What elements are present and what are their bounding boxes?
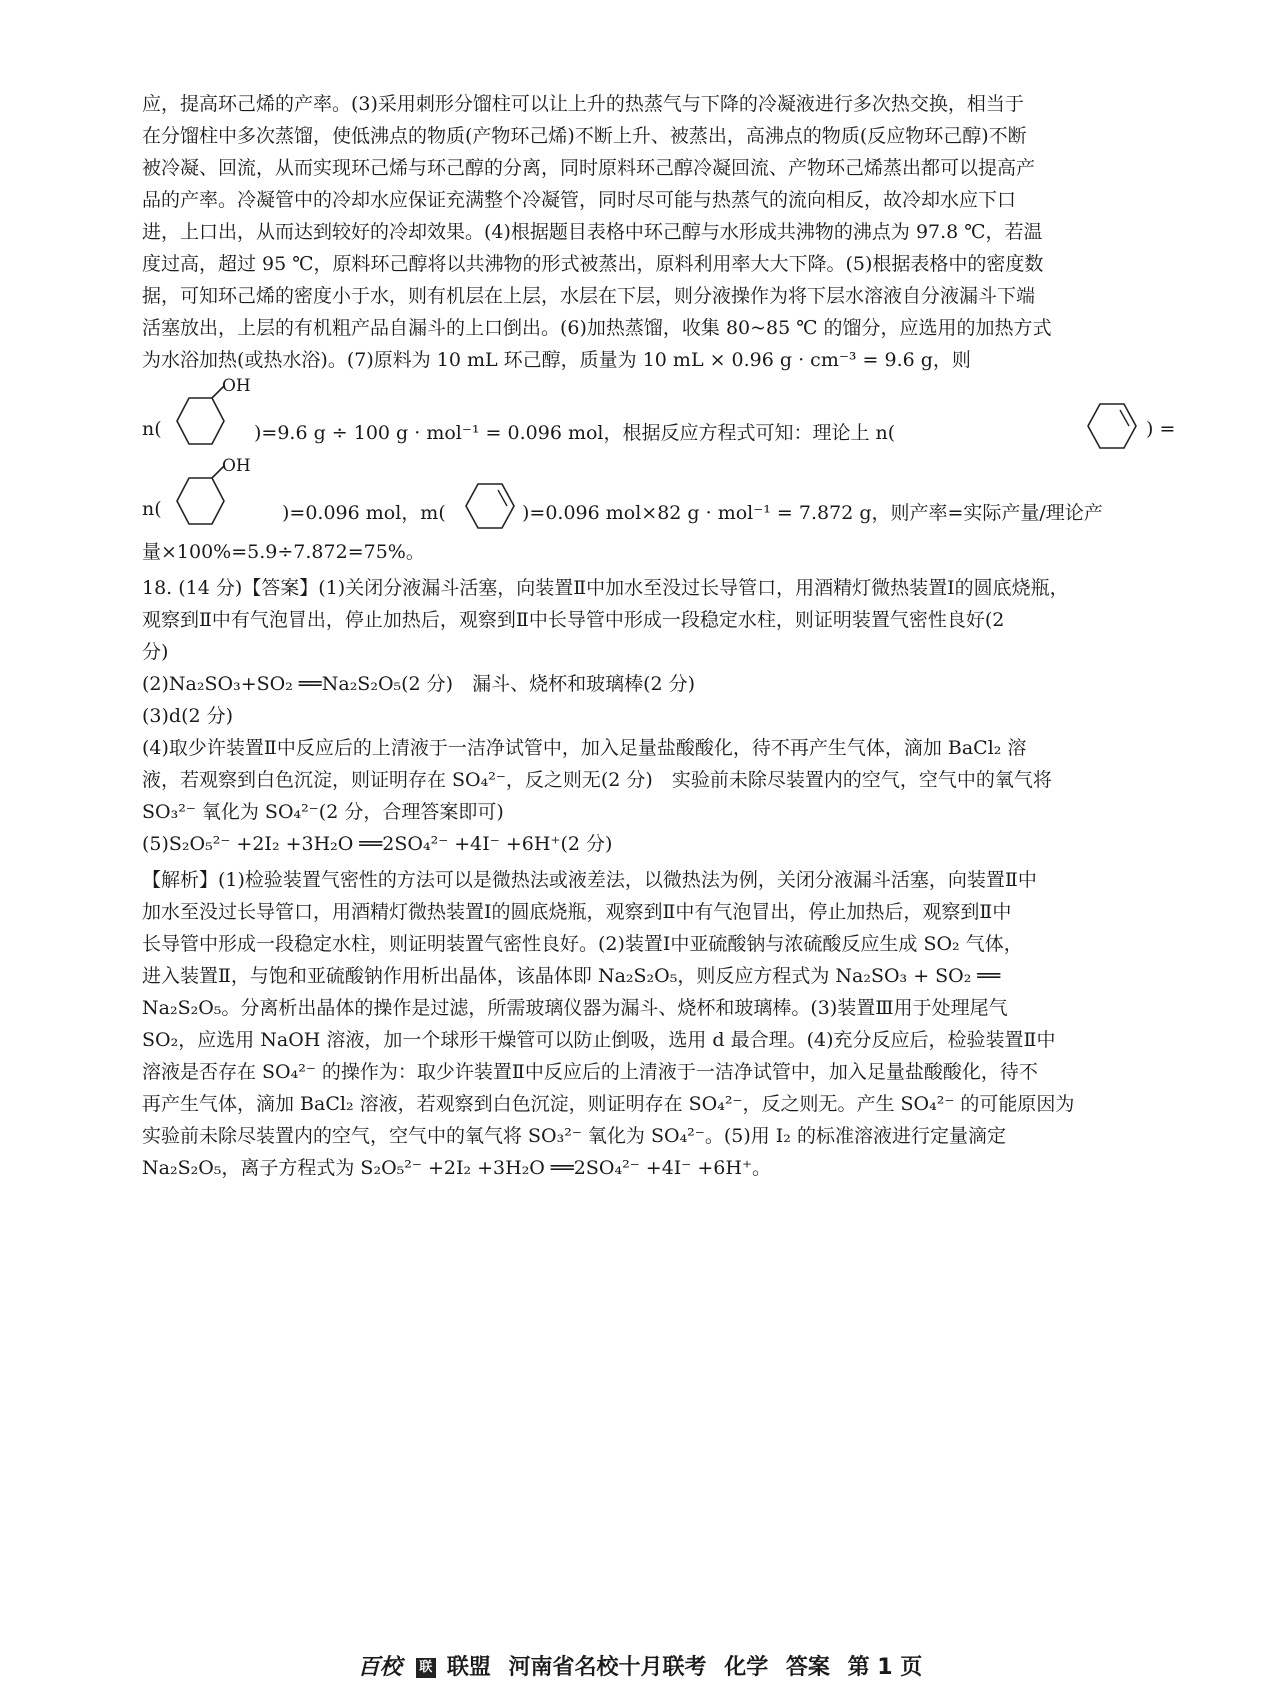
explanation-line: 溶液是否存在 SO₄²⁻ 的操作为：取少许装置Ⅱ中反应后的上清液于一洁净试管中，加入足量盐酸酸化，待不 <box>142 1061 1038 1083</box>
text-line: 度过高，超过 95 ℃，原料环己醇将以共沸物的形式被蒸出，原料利用率大大下降。(5)根据表格中的密度数 <box>142 253 1044 275</box>
doc-type-label: 答案 <box>785 1655 830 1680</box>
explanation-line: 再产生气体，滴加 BaCl₂ 溶液，若观察到白色沉淀，则证明存在 SO₄²⁻，反之则无。产生 SO₄²⁻ 的可能原因为 <box>142 1093 1075 1115</box>
text-line: 为水浴加热(或热水浴)。(7)原料为 10 mL 环己醇，质量为 10 mL × 0.96 g · cm⁻³ = 9.6 g，则 <box>142 349 971 371</box>
page-content <box>142 88 1182 1184</box>
explanation-line: 长导管中形成一段稳定水柱，则证明装置气密性良好。(2)装置Ⅰ中亚硫酸钠与浓硫酸反应生成 SO₂ 气体， <box>142 933 1023 955</box>
eq-n-label: n( <box>142 418 162 440</box>
explanation-line: SO₂，应选用 NaOH 溶液，加一个球形干燥管可以防止倒吸，选用 d 最合理。(4)充分反应后，检验装置Ⅱ中 <box>142 1029 1056 1051</box>
hydroxyl-label: OH <box>222 376 251 396</box>
equation-line-2 <box>142 456 1182 536</box>
eq-mid-text: )=0.096 mol，m( <box>282 502 446 524</box>
text-line: 进，上口出，从而达到较好的冷却效果。(4)根据题目表格中环己醇与水形成共沸物的沸点为 97.8 ℃，若温 <box>142 221 1043 243</box>
answer-line: 观察到Ⅱ中有气泡冒出，停止加热后，观察到Ⅱ中长导管中形成一段稳定水柱，则证明装置气密性良好(2 <box>142 609 1005 631</box>
exam-title: 河南省名校十月联考 <box>508 1655 707 1680</box>
brand-seal: 联 <box>416 1658 436 1678</box>
answer-line: 分) <box>142 641 169 663</box>
q17-solution-continued <box>142 88 1182 568</box>
eq-mid-text: )=9.6 g ÷ 100 g · mol⁻¹ = 0.096 mol，根据反应方程式可知：理论上 n( <box>254 422 896 444</box>
text-line: 活塞放出，上层的有机粗产品自漏斗的上口倒出。(6)加热蒸馏，收集 80~85 ℃ 的馏分，应选用的加热方式 <box>142 317 1052 339</box>
text-line: 应，提高环己烯的产率。(3)采用刺形分馏柱可以让上升的热蒸气与下降的冷凝液进行多次热交换，相当于 <box>142 93 1024 115</box>
eq-n-label: n( <box>142 498 162 520</box>
explanation-line: 进入装置Ⅱ，与饱和亚硫酸钠作用析出晶体，该晶体即 Na₂S₂O₅，则反应方程式为 Na₂SO₃ + SO₂ ══ <box>142 965 1001 987</box>
equation-line-1 <box>142 376 1182 456</box>
explanation-line: Na₂S₂O₅。分离析出晶体的操作是过滤，所需玻璃仪器为漏斗、烧杯和玻璃棒。(3)装置Ⅲ用于处理尾气 <box>142 997 1008 1019</box>
answer-line: (5)S₂O₅²⁻ +2I₂ +3H₂O ══2SO₄²⁻ +4I⁻ +6H⁺(2 分) <box>142 833 613 855</box>
eq-mid-text: )=0.096 mol×82 g · mol⁻¹ = 7.872 g，则产率=实际产量/理论产 <box>522 502 1103 524</box>
brand-alliance: 联盟 <box>446 1655 491 1680</box>
q18-answer <box>142 572 1182 860</box>
explanation-line: 【解析】(1)检验装置气密性的方法可以是微热法或液差法，以微热法为例，关闭分液漏斗活塞，向装置Ⅱ中 <box>142 869 1037 891</box>
text-line: 被冷凝、回流，从而实现环己烯与环己醇的分离，同时原料环己醇冷凝回流、产物环己烯蒸出都可以提高产 <box>142 157 1036 179</box>
answer-line: (4)取少许装置Ⅱ中反应后的上清液于一洁净试管中，加入足量盐酸酸化，待不再产生气体，滴加 BaCl₂ 溶 <box>142 737 1027 759</box>
eq-end-text: ) = <box>1146 418 1176 440</box>
explanation-line: 实验前未除尽装置内的空气，空气中的氧气将 SO₃²⁻ 氧化为 SO₄²⁻。(5)用 I₂ 的标准溶液进行定量滴定 <box>142 1125 1006 1147</box>
text-line: 品的产率。冷凝管中的冷却水应保证充满整个冷凝管，同时尽可能与热蒸气的流向相反，故冷却水应下口 <box>142 189 1017 211</box>
text-line: 量×100%=5.9÷7.872=75%。 <box>142 541 425 563</box>
text-line: 据，可知环己烯的密度小于水，则有机层在上层，水层在下层，则分液操作为将下层水溶液自分液漏斗下端 <box>142 285 1036 307</box>
brand-logo: 百校 <box>357 1654 402 1680</box>
cyclohexanol-structure <box>164 386 254 456</box>
answer-line: (3)d(2 分) <box>142 705 234 727</box>
page-footer <box>0 1650 1280 1681</box>
page-number: 第 1 页 <box>847 1655 923 1680</box>
cyclohexene-structure <box>462 478 518 534</box>
subject-label: 化学 <box>724 1655 769 1680</box>
cyclohexene-structure <box>1084 398 1140 454</box>
hydroxyl-label: OH <box>222 456 251 476</box>
text-line: 在分馏柱中多次蒸馏，使低沸点的物质(产物环己烯)不断上升、被蒸出，高沸点的物质(反应物环己醇)不断 <box>142 125 1027 147</box>
q18-explanation <box>142 864 1182 1184</box>
answer-line: SO₃²⁻ 氧化为 SO₄²⁻(2 分，合理答案即可) <box>142 801 504 823</box>
answer-line: 液，若观察到白色沉淀，则证明存在 SO₄²⁻，反之则无(2 分) 实验前未除尽装置内的空气，空气中的氧气将 <box>142 769 1052 791</box>
answer-line: 18. (14 分)【答案】(1)关闭分液漏斗活塞，向装置Ⅱ中加水至没过长导管口，用酒精灯微热装置Ⅰ的圆底烧瓶， <box>142 577 1069 599</box>
explanation-line: Na₂S₂O₅，离子方程式为 S₂O₅²⁻ +2I₂ +3H₂O ══2SO₄²⁻ +4I⁻ +6H⁺。 <box>142 1157 771 1179</box>
explanation-line: 加水至没过长导管口，用酒精灯微热装置Ⅰ的圆底烧瓶，观察到Ⅱ中有气泡冒出，停止加热后，观察到Ⅱ中 <box>142 901 1012 923</box>
cyclohexanol-structure <box>164 466 254 536</box>
answer-line: (2)Na₂SO₃+SO₂ ══Na₂S₂O₅(2 分) 漏斗、烧杯和玻璃棒(2 分) <box>142 673 696 695</box>
